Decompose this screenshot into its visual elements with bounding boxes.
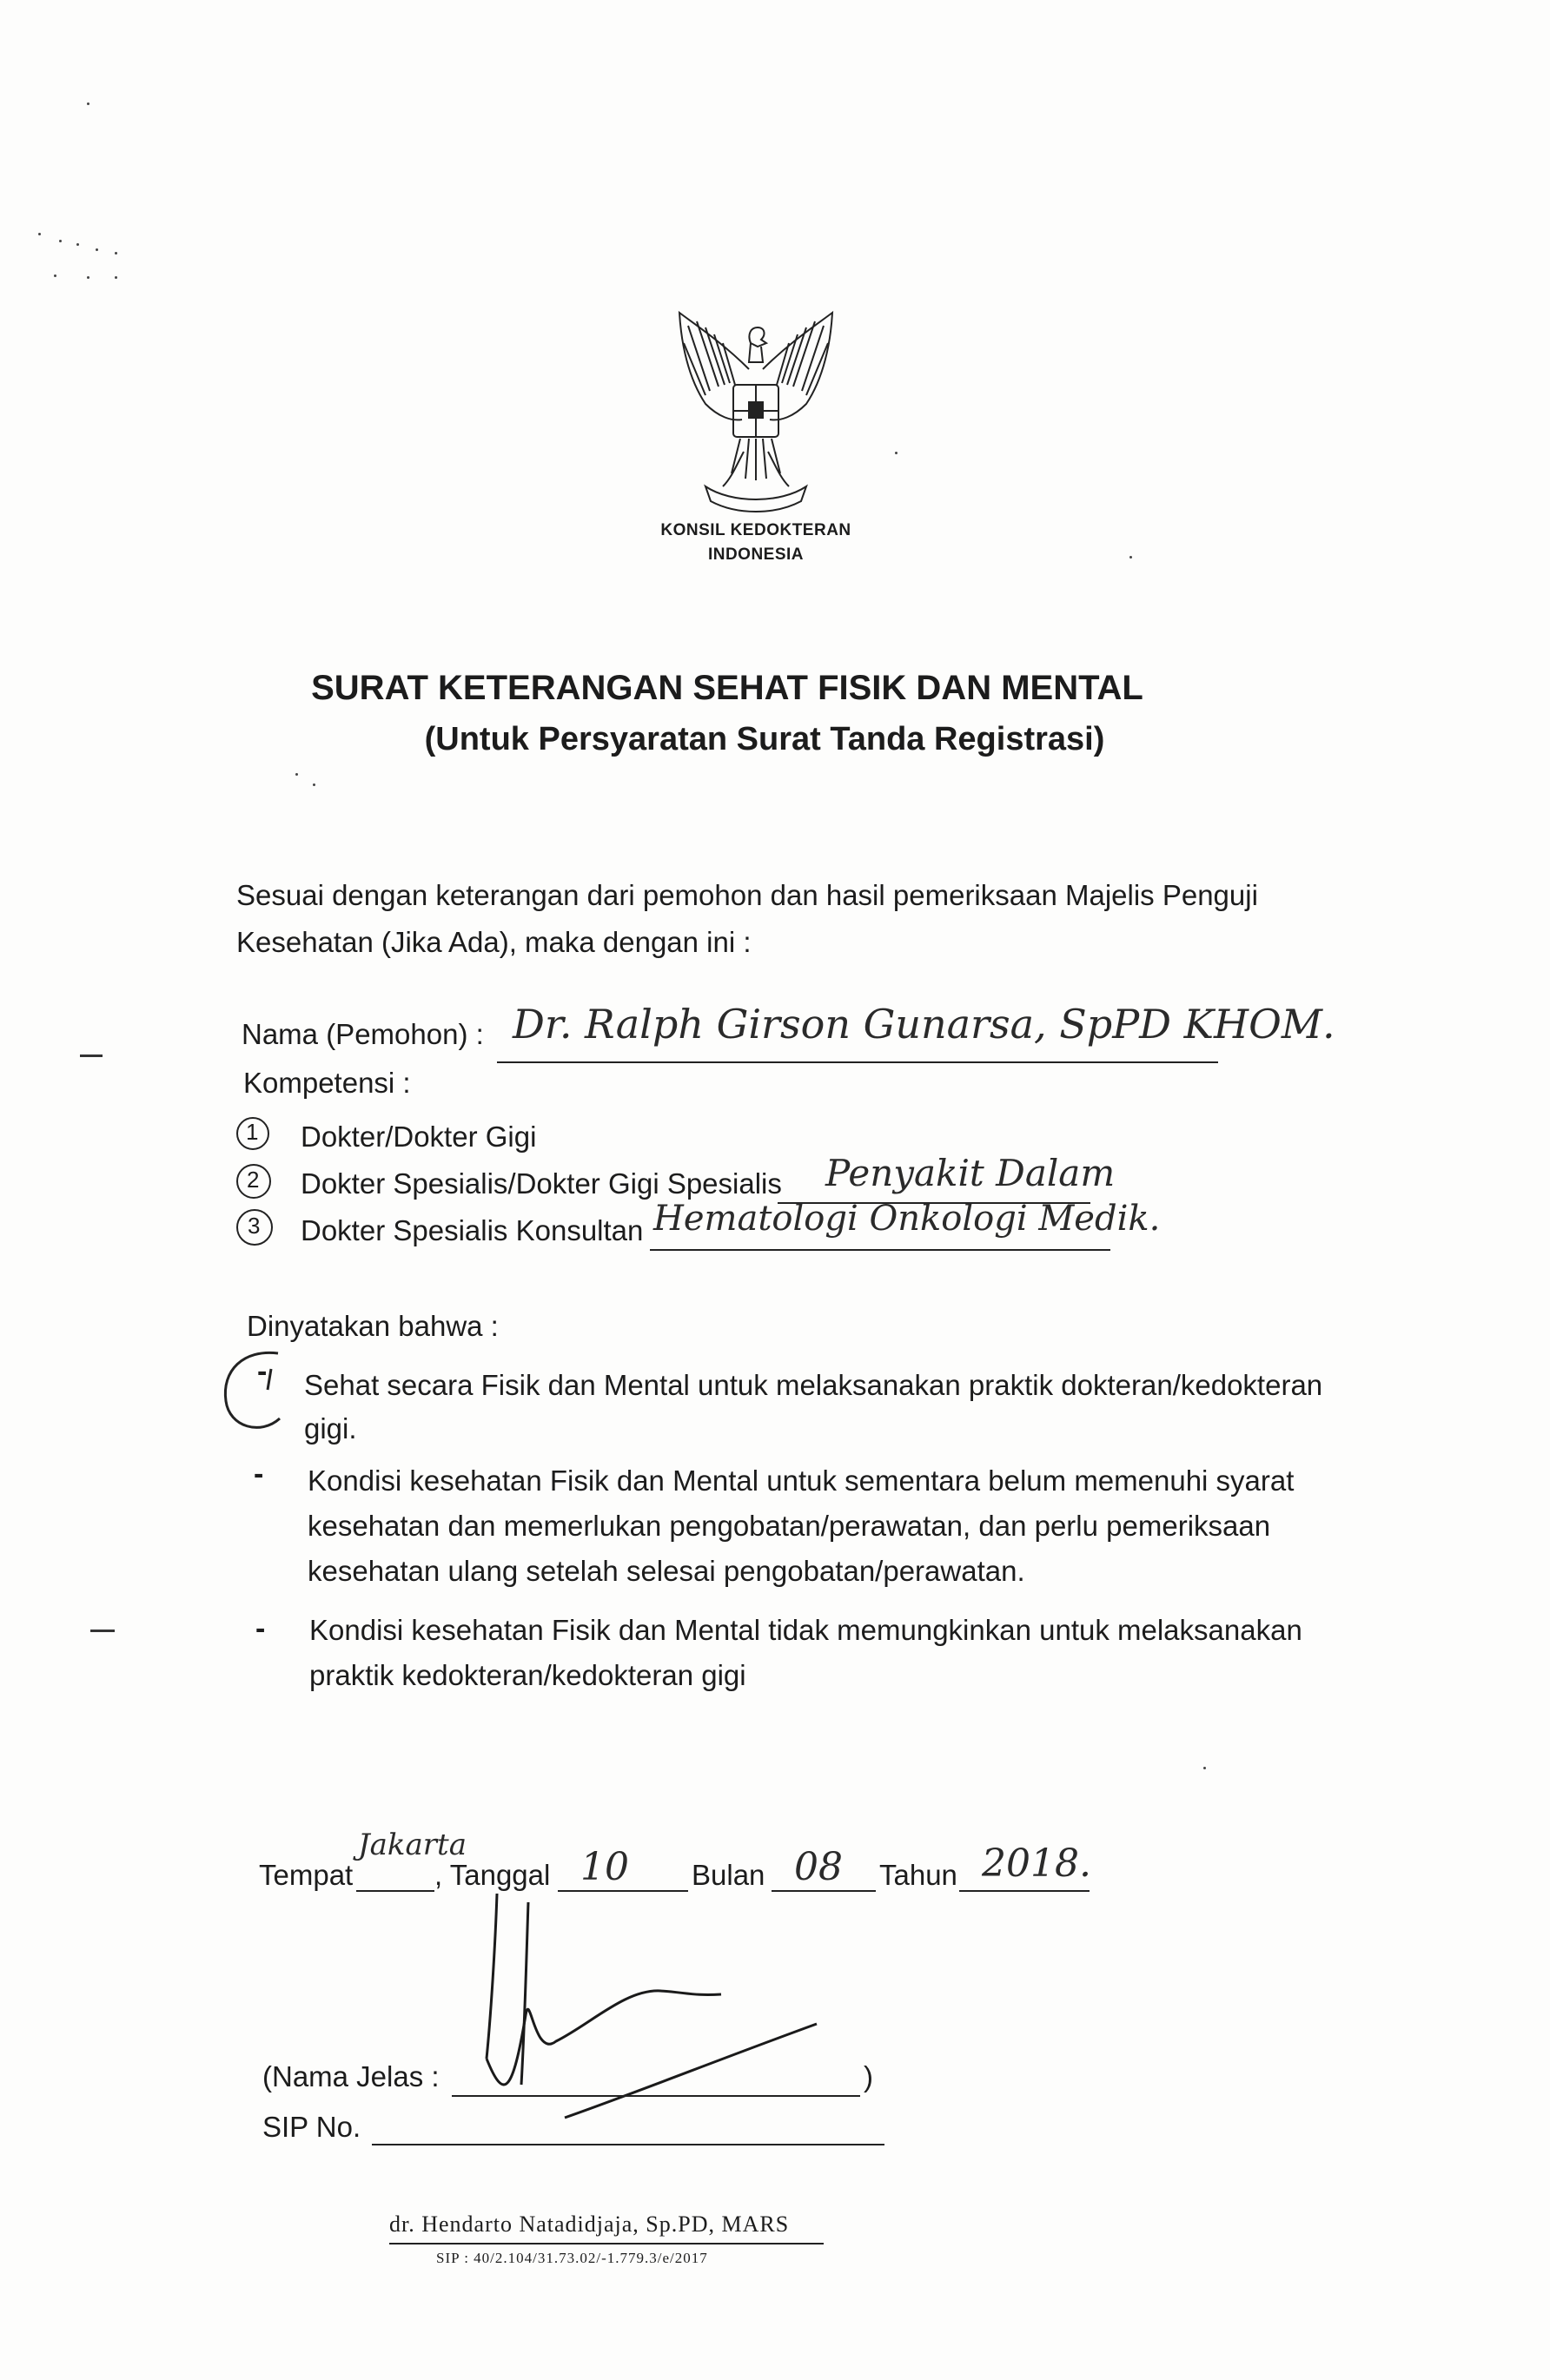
- nama-value: Dr. Ralph Girson Gunarsa, SpPD KHOM.: [513, 1001, 1335, 1048]
- tahun-underline: [959, 1890, 1090, 1892]
- statement-1-line-2: gigi.: [304, 1412, 357, 1445]
- statement-3-line-2: praktik kedokteran/kedokteran gigi: [309, 1659, 746, 1691]
- statement-3-bullet: -: [255, 1612, 266, 1645]
- tahun-value: 2018.: [982, 1841, 1091, 1886]
- scan-mark-left-2: [90, 1630, 115, 1632]
- tanggal-label: , Tanggal: [434, 1859, 551, 1891]
- org-name-line2: INDONESIA: [707, 545, 805, 564]
- stamp-sip: SIP : 40/2.104/31.73.02/-1.779.3/e/2017: [436, 2250, 708, 2266]
- dinyatakan-label: Dinyatakan bahwa :: [247, 1310, 499, 1342]
- stamp-divider: [389, 2243, 824, 2244]
- stamp-doctor-name: dr. Hendarto Natadidjaja, Sp.PD, MARS: [389, 2211, 790, 2237]
- nama-jelas-underline: [452, 2095, 860, 2097]
- document-title: SURAT KETERANGAN SEHAT FISIK DAN MENTAL: [311, 669, 1143, 707]
- tempat-underline: [356, 1890, 434, 1892]
- tanggal-value: 10: [580, 1845, 629, 1889]
- kompetensi-1-number: 1: [246, 1119, 259, 1145]
- bulan-label: Bulan: [692, 1859, 765, 1891]
- statement-1-line-1: Sehat secara Fisik dan Mental untuk melaksanakan praktik dokteran/kedokteran: [304, 1369, 1323, 1401]
- kompetensi-2-number: 2: [247, 1167, 260, 1193]
- statement-2-line-2: kesehatan dan memerlukan pengobatan/perawatan, dan perlu pemeriksaan: [308, 1510, 1271, 1542]
- kompetensi-1-label: Dokter/Dokter Gigi: [301, 1121, 537, 1153]
- statement-2-bullet: -: [254, 1458, 264, 1491]
- tahun-label: Tahun: [879, 1859, 957, 1891]
- intro-line-2: Kesehatan (Jika Ada), maka dengan ini :: [236, 926, 752, 958]
- scan-mark-left-1: [80, 1054, 103, 1057]
- kompetensi-3-underline: [650, 1249, 1110, 1251]
- kompetensi-3-number: 3: [248, 1213, 261, 1239]
- sip-label: SIP No.: [262, 2111, 361, 2143]
- kompetensi-2-value: Penyakit Dalam: [825, 1152, 1116, 1194]
- intro-line-1: Sesuai dengan keterangan dari pemohon dan hasil pemeriksaan Majelis Penguji: [236, 879, 1258, 911]
- document-subtitle: (Untuk Persyaratan Surat Tanda Registrasi): [424, 721, 1105, 757]
- nama-label: Nama (Pemohon) :: [242, 1018, 484, 1050]
- signature: [460, 1885, 912, 2137]
- kompetensi-3-label: Dokter Spesialis Konsultan: [301, 1214, 644, 1246]
- statement-2-line-3: kesehatan ulang setelah selesai pengobatan/perawatan.: [308, 1555, 1025, 1587]
- nama-underline: [497, 1061, 1218, 1063]
- statement-3-line-1: Kondisi kesehatan Fisik dan Mental tidak memungkinkan untuk melaksanakan: [309, 1614, 1302, 1646]
- garuda-emblem-icon: [671, 308, 841, 517]
- nama-jelas-close: ): [864, 2060, 873, 2092]
- bulan-value: 08: [794, 1845, 843, 1889]
- sip-underline: [372, 2144, 884, 2145]
- statement-2-line-1: Kondisi kesehatan Fisik dan Mental untuk sementara belum memenuhi syarat: [308, 1464, 1295, 1497]
- nama-jelas-label: (Nama Jelas :: [262, 2060, 440, 2092]
- kompetensi-label: Kompetensi :: [243, 1067, 411, 1099]
- org-name-line1: KONSIL KEDOKTERAN: [660, 521, 851, 539]
- kompetensi-3-value: Hematologi Onkologi Medik.: [653, 1199, 1161, 1239]
- tempat-label: Tempat: [259, 1859, 354, 1891]
- statement-1-bullet: -: [257, 1355, 268, 1388]
- kompetensi-2-label: Dokter Spesialis/Dokter Gigi Spesialis: [301, 1167, 782, 1200]
- tempat-value: Jakarta: [358, 1828, 467, 1862]
